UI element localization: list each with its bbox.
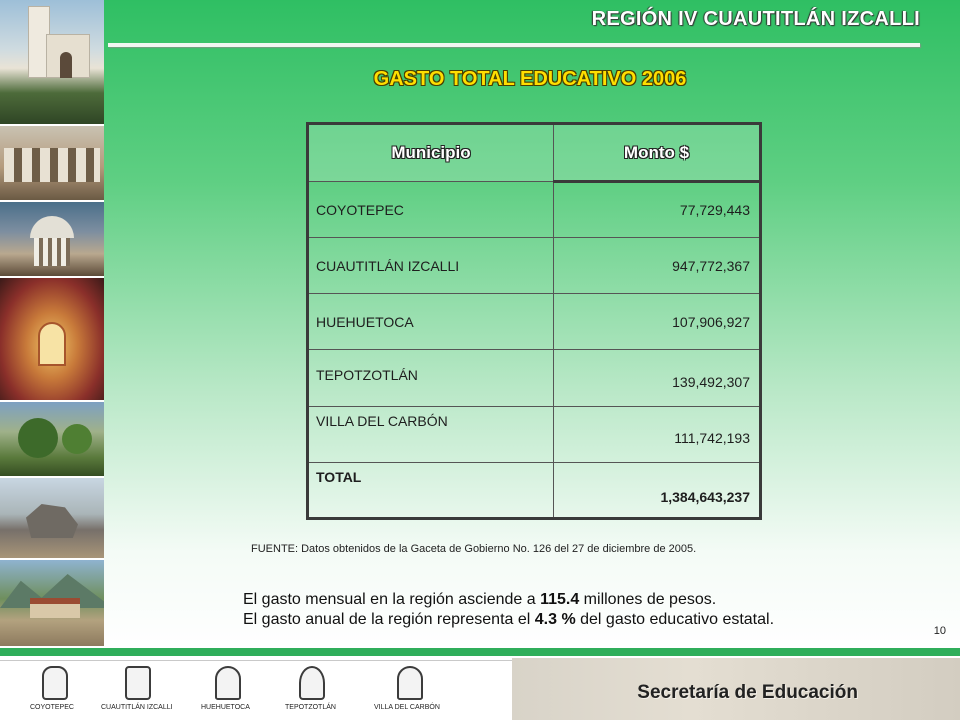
monto-cell: 107,906,927 (554, 294, 761, 350)
page-number: 10 (933, 625, 946, 637)
church-photo (0, 0, 104, 126)
monthly-amount: 115.4 (540, 591, 580, 608)
table-row (308, 350, 761, 406)
total-row (308, 462, 761, 518)
emblem-label-huehuetoca: HUEHUETOCA (201, 704, 250, 711)
footer-bar (0, 648, 960, 656)
spending-table (306, 122, 762, 520)
monto-cell: 139,492,307 (554, 350, 761, 406)
footer-divider (0, 660, 512, 661)
park-photo (0, 402, 104, 478)
emblem-label-villa-del-carbon: VILLA DEL CARBÓN (374, 704, 440, 711)
table-row (308, 182, 761, 238)
villa-del-carbon-emblem-icon (390, 666, 430, 700)
brand-name: Secretaría de Educación (637, 682, 858, 703)
municipio-cell: COYOTEPEC (308, 182, 554, 238)
arcade-photo (0, 126, 104, 202)
summary-text (243, 590, 774, 630)
monto-cell: 947,772,367 (554, 238, 761, 294)
column-header-monto: Monto $ (554, 124, 761, 182)
table-row (308, 294, 761, 350)
summary-line-monthly: El gasto mensual en la región asciende a 115.4 millones de pesos. (243, 591, 717, 608)
emblem-label-cuautitlan-izcalli: CUAUTITLÁN IZCALLI (101, 704, 173, 711)
municipio-cell: VILLA DEL CARBÓN (308, 406, 554, 462)
column-header-municipio: Municipio (308, 124, 554, 182)
table-row (308, 406, 761, 462)
monto-cell: 77,729,443 (554, 182, 761, 238)
emblem-label-tepotzotlan: TEPOTZOTLÁN (285, 704, 336, 711)
kiosk-photo (0, 202, 104, 278)
photo-strip (0, 0, 104, 648)
annual-percentage: 4.3 % (534, 611, 576, 628)
monto-cell: 111,742,193 (554, 406, 761, 462)
village-photo (0, 560, 104, 648)
emblem-label-coyotepec: COYOTEPEC (30, 704, 74, 711)
source-note: FUENTE: Datos obtenidos de la Gaceta de Gobierno No. 126 del 27 de diciembre de 2005. (251, 543, 697, 555)
coyotepec-emblem-icon (35, 666, 75, 700)
region-title: REGIÓN IV CUAUTITLÁN IZCALLI (591, 8, 920, 30)
huehuetoca-emblem-icon (208, 666, 248, 700)
tepotzotlan-emblem-icon (292, 666, 332, 700)
total-label: TOTAL (308, 462, 554, 518)
footer (0, 648, 960, 720)
total-monto: 1,384,643,237 (554, 462, 761, 518)
municipio-cell: TEPOTZOTLÁN (308, 350, 554, 406)
table-header-row (308, 124, 761, 182)
header-divider (108, 43, 920, 47)
cuautitlan-izcalli-emblem-icon (118, 666, 158, 700)
page-title: GASTO TOTAL EDUCATIVO 2006 (373, 68, 687, 90)
altar-photo (0, 278, 104, 402)
ruin-photo (0, 478, 104, 560)
table-row (308, 238, 761, 294)
municipio-cell: HUEHUETOCA (308, 294, 554, 350)
municipio-cell: CUAUTITLÁN IZCALLI (308, 238, 554, 294)
summary-line-annual: El gasto anual de la región representa el 4.3 % del gasto educativo estatal. (243, 611, 775, 628)
